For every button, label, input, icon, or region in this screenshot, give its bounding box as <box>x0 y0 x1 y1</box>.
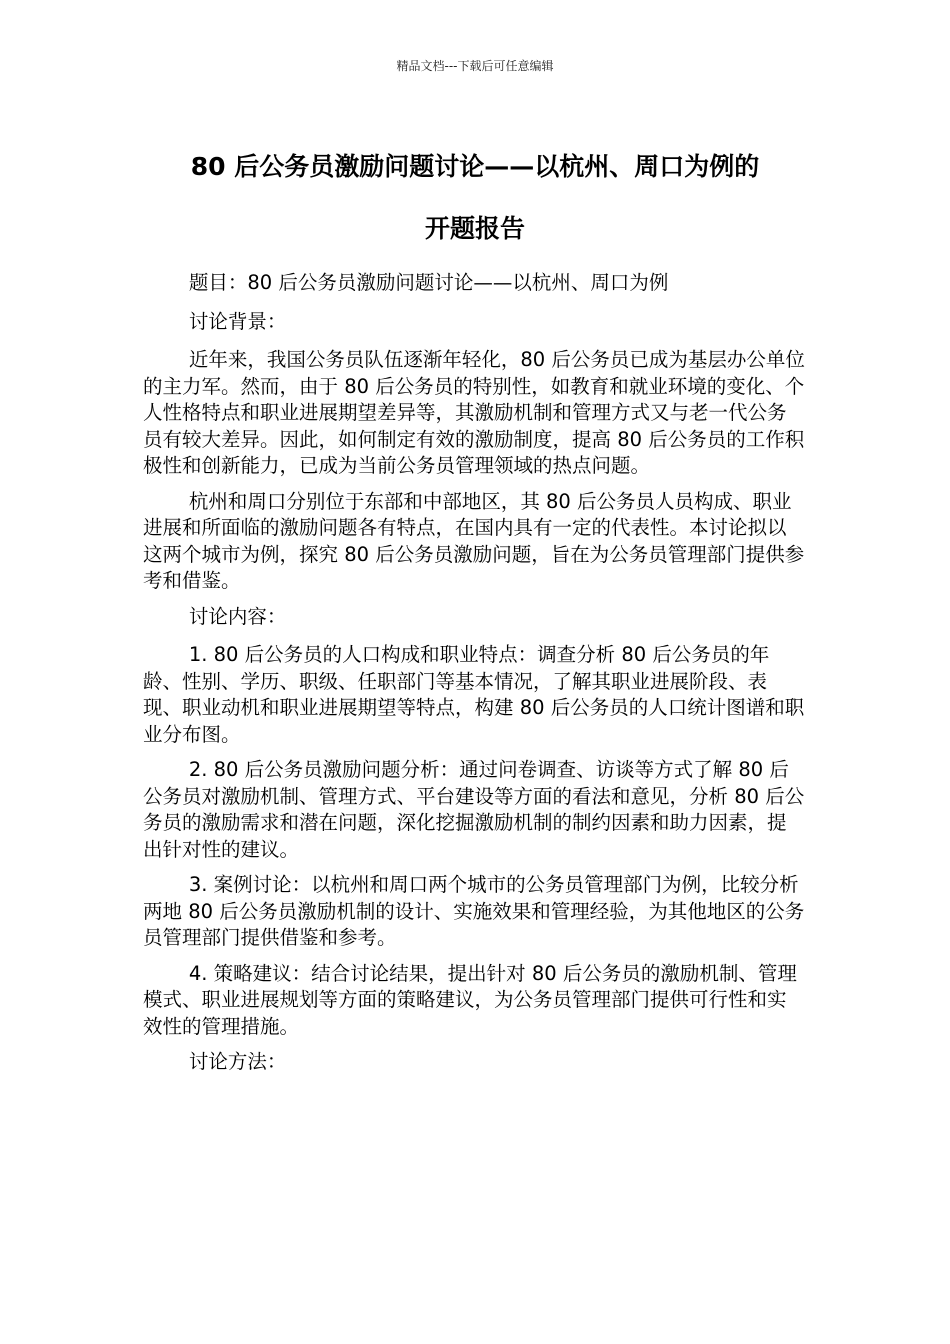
topic-line: 题目：80 后公务员激励问题讨论——以杭州、周口为例 <box>188 271 669 294</box>
background-paragraph-1: 近年来，我国公务员队伍逐渐年轻化，80 后公务员已成为基层办公单位的主力军。然而，由于 80 后公务员的特别性，如教育和就业环境的变化、个人性格特点和职业进展期望差异等，其激励机制和管理方式又与老一代公务员有较大差异。因此，如何制定有效的激励制度，提高 80 后公务员的工作积极性和创新能力，已成为当前公务员管理领域的热点问题。 <box>143 348 805 477</box>
content-item-4: 4. 策略建议：结合讨论结果，提出针对 80 后公务员的激励机制、管理模式、职业进展规划等方面的策略建议，为公务员管理部门提供可行性和实效性的管理措施。 <box>143 961 797 1038</box>
title-line-1: 80 后公务员激励问题讨论——以杭州、周口为例的 <box>190 152 760 181</box>
section-heading-content: 讨论内容： <box>188 604 287 628</box>
section-heading-method: 讨论方法： <box>188 1050 287 1073</box>
content-item-3: 3. 案例讨论：以杭州和周口两个城市的公务员管理部门为例，比较分析两地 80 后公务员激励机制的设计、实施效果和管理经验，为其他地区的公务员管理部门提供借鉴和参考。 <box>143 873 805 949</box>
section-heading-background: 讨论背景： <box>188 309 287 333</box>
document-title <box>140 136 810 260</box>
background-paragraph-2: 杭州和周口分别位于东部和中部地区，其 80 后公务员人员构成、职业进展和所面临的激励问题各有特点，在国内具有一定的代表性。本讨论拟以这两个城市为例，探究 80 后公务员激励问题，旨在为公务员管理部门提供参考和借鉴。 <box>143 489 805 592</box>
page-header-note: 精品文档---下载后可任意编辑 <box>396 59 554 73</box>
document-body <box>143 270 805 1088</box>
content-item-1: 1. 80 后公务员的人口构成和职业特点：调查分析 80 后公务员的年龄、性别、学历、职级、任职部门等基本情况，了解其职业进展阶段、表现、职业动机和职业进展期望等特点，构建 80 后公务员的人口统计图谱和职业分布图。 <box>143 643 805 746</box>
content-item-2: 2. 80 后公务员激励问题分析：通过问卷调查、访谈等方式了解 80 后公务员对激励机制、管理方式、平台建设等方面的看法和意见，分析 80 后公务员的激励需求和潜在问题，深化挖掘激励机制的制约因素和助力因素，提出针对性的建议。 <box>143 758 805 861</box>
title-line-2: 开题报告 <box>424 214 525 243</box>
